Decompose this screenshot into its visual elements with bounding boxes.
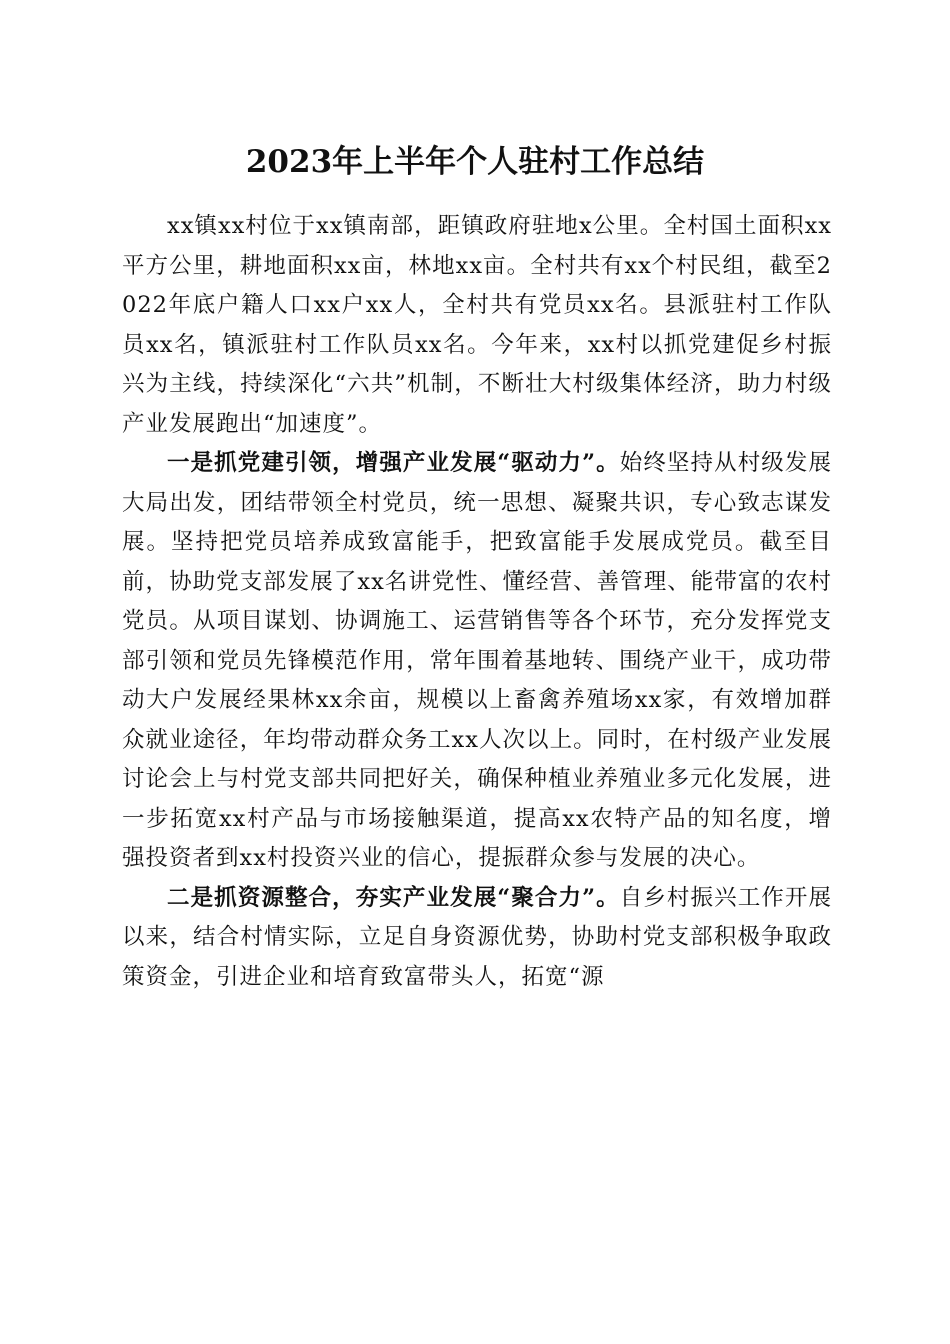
document-title: 2023年上半年个人驻村工作总结 bbox=[245, 144, 705, 180]
document-body bbox=[122, 207, 832, 997]
paragraph-lead: 一是抓党建引领，增强产业发展“驱动力”。 bbox=[167, 450, 620, 476]
paragraph-text: xx镇xx村位于xx镇南部，距镇政府驻地x公里。全村国土面积xx平方公里，耕地面积xx亩，林地xx亩。全村共有xx个村民组，截至2022年底户籍人口xx户xx人，全村共有党员xx名。县派驻村工作队员xx名，镇派驻村工作队员xx名。今年来，xx村以抓党建促乡村振兴为主线，持续深化“六共”机制，不断壮大村级集体经济，助力村级产业发展跑出“加速度”。 bbox=[122, 213, 832, 437]
paragraph-resource-integration bbox=[122, 879, 832, 998]
paragraph-lead: 二是抓资源整合，夯实产业发展“聚合力”。 bbox=[167, 884, 620, 911]
paragraph-party-building bbox=[122, 444, 832, 879]
paragraph-text: 自乡村振兴工作开展以来，结合村情实际，立足自身资源优势，协助村党支部积极争取政策资金，引进企业和培育致富带头人，拓宽“源 bbox=[122, 884, 832, 990]
paragraph-text: 始终坚持从村级发展大局出发，团结带领全村党员，统一思想、凝聚共识，专心致志谋发展。坚持把党员培养成致富能手，把致富能手发展成党员。截至目前，协助党支部发展了xx名讲党性、懂经营、善管理、能带富的农村党员。从项目谋划、协调施工、运营销售等各个环节，充分发挥党支部引领和党员先锋模范作用，常年围着基地转、围绕产业干，成功带动大户发展经果林xx余亩，规模以上畜禽养殖场xx家，有效增加群众就业途径，年均带动群众务工xx人次以上。同时，在村级产业发展讨论会上与村党支部共同把好关，确保种植业养殖业多元化发展，进一步拓宽xx村产品与市场接触渠道，提高xx农特产品的知名度，增强投资者到xx村投资兴业的信心，提振群众参与发展的决心。 bbox=[122, 450, 832, 871]
paragraph-intro bbox=[122, 207, 832, 444]
